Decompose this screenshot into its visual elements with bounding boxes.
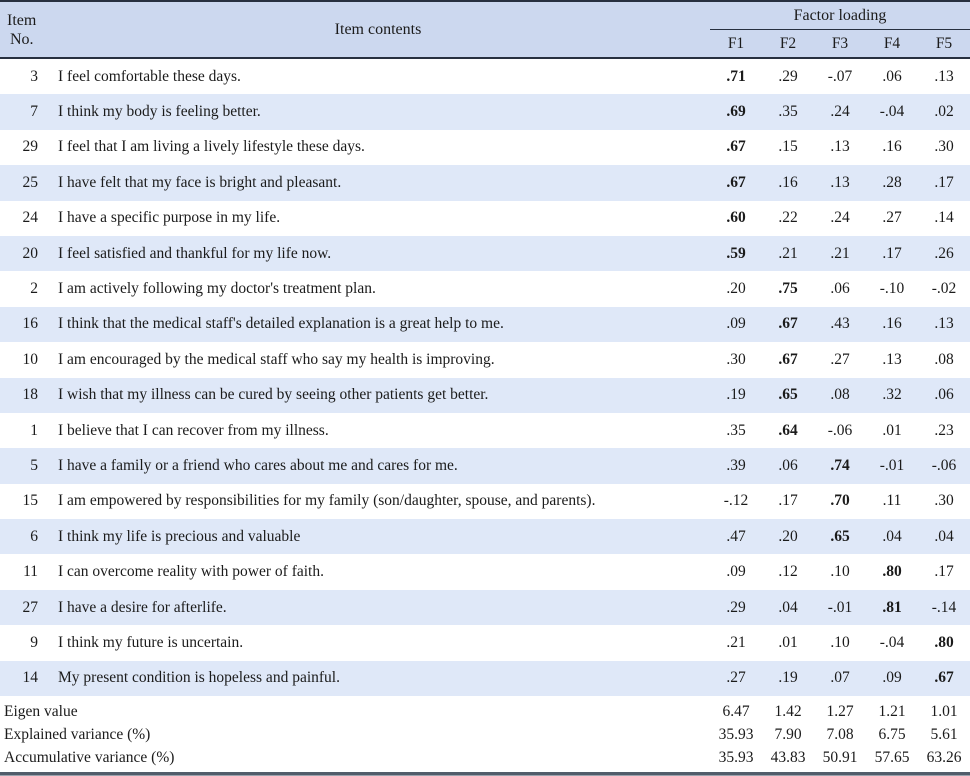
header-factor-loading-group xyxy=(710,2,970,57)
footer-row xyxy=(0,700,970,723)
item-no: 1 xyxy=(30,421,38,439)
footer-label: Eigen value xyxy=(4,702,78,720)
loading-value: .10 xyxy=(830,633,850,651)
item-content: I feel that I am living a lively lifestyle these days. xyxy=(58,138,365,156)
loading-value: .06 xyxy=(830,280,850,298)
loading-value: -.10 xyxy=(879,280,905,298)
item-content: I think that the medical staff's detailed explanation is a great help to me. xyxy=(58,315,504,333)
item-no: 5 xyxy=(30,456,38,474)
table-row xyxy=(0,378,970,413)
footer-value: 35.93 xyxy=(718,725,754,743)
footer-value: 63.26 xyxy=(926,748,962,766)
loading-value: .17 xyxy=(934,563,954,581)
loading-value: .80 xyxy=(882,563,902,581)
item-content: I have a family or a friend who cares about me and cares for me. xyxy=(58,456,458,474)
table-row xyxy=(0,307,970,342)
table-row xyxy=(0,94,970,129)
loading-value: .04 xyxy=(882,527,902,545)
footer-value: 5.61 xyxy=(930,725,958,743)
item-content: My present condition is hopeless and painful. xyxy=(58,669,340,687)
header-f4: F4 xyxy=(883,34,901,52)
loading-value: .17 xyxy=(934,173,954,191)
loading-value: .08 xyxy=(830,386,850,404)
loading-value: .06 xyxy=(934,386,954,404)
loading-value: .80 xyxy=(934,633,954,651)
item-no: 27 xyxy=(22,598,38,616)
loading-value: .04 xyxy=(934,527,954,545)
loading-value: -.06 xyxy=(931,456,957,474)
item-content: I am actively following my doctor's treatment plan. xyxy=(58,280,376,298)
loading-value: .11 xyxy=(882,492,902,510)
item-no: 16 xyxy=(22,315,38,333)
loading-value: .27 xyxy=(882,209,902,227)
loading-value: .30 xyxy=(934,138,954,156)
item-content: I can overcome reality with power of faith. xyxy=(58,563,324,581)
header-item-no-line2: No. xyxy=(10,30,34,48)
item-no: 3 xyxy=(30,67,38,85)
footer-value: 43.83 xyxy=(770,748,806,766)
table-row xyxy=(0,661,970,696)
loading-value: -.06 xyxy=(827,421,853,439)
loading-value: .02 xyxy=(934,103,954,121)
item-no: 6 xyxy=(30,527,38,545)
item-no: 29 xyxy=(22,138,38,156)
loading-value: .19 xyxy=(726,386,746,404)
table-row xyxy=(0,201,970,236)
loading-value: .75 xyxy=(778,280,798,298)
loading-value: .67 xyxy=(778,350,798,368)
loading-value: .01 xyxy=(778,633,798,651)
footer-row xyxy=(0,746,970,769)
loading-value: .70 xyxy=(830,492,850,510)
header-f3: F3 xyxy=(831,34,849,52)
loading-value: -.07 xyxy=(827,67,853,85)
loading-value: -.01 xyxy=(827,598,853,616)
item-content: I have a desire for afterlife. xyxy=(58,598,227,616)
loading-value: -.04 xyxy=(879,103,905,121)
loading-value: -.12 xyxy=(723,492,749,510)
table-row xyxy=(0,590,970,625)
loading-value: .65 xyxy=(830,527,850,545)
loading-value: .17 xyxy=(778,492,798,510)
item-content: I am empowered by responsibilities for my family (son/daughter, spouse, and parents). xyxy=(58,492,596,510)
loading-value: .47 xyxy=(726,527,746,545)
item-no: 7 xyxy=(30,103,38,121)
loading-value: .26 xyxy=(934,244,954,262)
loading-value: .67 xyxy=(934,669,954,687)
loading-value: .13 xyxy=(830,138,850,156)
table-bottom-rule xyxy=(0,772,970,776)
loading-value: .64 xyxy=(778,421,798,439)
header-f1: F1 xyxy=(727,34,745,52)
table-row xyxy=(0,625,970,660)
item-content: I have a specific purpose in my life. xyxy=(58,209,281,227)
loading-value: .19 xyxy=(778,669,798,687)
loading-value: .16 xyxy=(778,173,798,191)
loading-value: .67 xyxy=(726,173,746,191)
table-body xyxy=(0,59,970,696)
footer-value: 1.42 xyxy=(774,702,802,720)
footer-row xyxy=(0,723,970,746)
loading-value: .81 xyxy=(882,598,902,616)
footer-value: 1.01 xyxy=(930,702,958,720)
loading-value: .29 xyxy=(726,598,746,616)
loading-value: .16 xyxy=(882,315,902,333)
table-row xyxy=(0,413,970,448)
item-content: I feel comfortable these days. xyxy=(58,67,241,85)
loading-value: .21 xyxy=(830,244,850,262)
table-footer xyxy=(0,696,970,769)
item-content: I wish that my illness can be cured by seeing other patients get better. xyxy=(58,386,489,404)
item-no: 15 xyxy=(22,492,38,510)
table-row xyxy=(0,484,970,519)
table-row xyxy=(0,342,970,377)
header-factor-loading: Factor loading xyxy=(710,2,970,30)
loading-value: .13 xyxy=(830,173,850,191)
loading-value: .13 xyxy=(934,67,954,85)
footer-value: 6.47 xyxy=(722,702,750,720)
loading-value: .21 xyxy=(726,633,746,651)
loading-value: .16 xyxy=(882,138,902,156)
loading-value: .17 xyxy=(882,244,902,262)
loading-value: .20 xyxy=(778,527,798,545)
item-no: 20 xyxy=(22,244,38,262)
item-no: 10 xyxy=(22,350,38,368)
loading-value: .30 xyxy=(726,350,746,368)
item-no: 9 xyxy=(30,633,38,651)
loading-value: .01 xyxy=(882,421,902,439)
loading-value: .09 xyxy=(726,563,746,581)
item-content: I am encouraged by the medical staff who say my health is improving. xyxy=(58,350,495,368)
item-no: 18 xyxy=(22,386,38,404)
loading-value: .08 xyxy=(934,350,954,368)
loading-value: .06 xyxy=(778,456,798,474)
loading-value: .23 xyxy=(934,421,954,439)
table-row xyxy=(0,59,970,94)
item-no: 2 xyxy=(30,280,38,298)
item-no: 11 xyxy=(23,563,38,581)
loading-value: .65 xyxy=(778,386,798,404)
item-no: 24 xyxy=(22,209,38,227)
table-row xyxy=(0,448,970,483)
loading-value: .24 xyxy=(830,209,850,227)
loading-value: -.04 xyxy=(879,633,905,651)
loading-value: .59 xyxy=(726,244,746,262)
loading-value: .09 xyxy=(882,669,902,687)
loading-value: .12 xyxy=(778,563,798,581)
loading-value: .22 xyxy=(778,209,798,227)
loading-value: .30 xyxy=(934,492,954,510)
loading-value: .04 xyxy=(778,598,798,616)
loading-value: .07 xyxy=(830,669,850,687)
loading-value: .24 xyxy=(830,103,850,121)
loading-value: .13 xyxy=(882,350,902,368)
loading-value: .14 xyxy=(934,209,954,227)
header-item-no-line1: Item xyxy=(7,11,37,29)
loading-value: .43 xyxy=(830,315,850,333)
loading-value: .28 xyxy=(882,173,902,191)
loading-value: -.01 xyxy=(879,456,905,474)
loading-value: .10 xyxy=(830,563,850,581)
footer-value: 35.93 xyxy=(718,748,754,766)
item-content: I feel satisfied and thankful for my life now. xyxy=(58,244,332,262)
footer-label: Explained variance (%) xyxy=(4,725,151,743)
loading-value: .06 xyxy=(882,67,902,85)
item-content: I think my body is feeling better. xyxy=(58,103,261,121)
footer-value: 50.91 xyxy=(822,748,858,766)
footer-value: 1.21 xyxy=(878,702,906,720)
table-row xyxy=(0,130,970,165)
table-row xyxy=(0,271,970,306)
loading-value: .09 xyxy=(726,315,746,333)
table-row xyxy=(0,554,970,589)
item-no: 14 xyxy=(22,669,38,687)
loading-value: .60 xyxy=(726,209,746,227)
header-f2: F2 xyxy=(779,34,797,52)
header-item-contents: Item contents xyxy=(334,20,422,38)
loading-value: .21 xyxy=(778,244,798,262)
footer-value: 57.65 xyxy=(874,748,910,766)
table-header xyxy=(0,0,970,59)
loading-value: .35 xyxy=(778,103,798,121)
loading-value: .27 xyxy=(830,350,850,368)
header-item-no xyxy=(0,2,46,57)
loading-value: .74 xyxy=(830,456,850,474)
loading-value: .32 xyxy=(882,386,902,404)
loading-value: .67 xyxy=(778,315,798,333)
item-content: I think my life is precious and valuable xyxy=(58,527,301,545)
item-content: I have felt that my face is bright and pleasant. xyxy=(58,173,342,191)
loading-value: .27 xyxy=(726,669,746,687)
loading-value: -.02 xyxy=(931,280,957,298)
footer-value: 1.27 xyxy=(826,702,854,720)
loading-value: .35 xyxy=(726,421,746,439)
item-content: I think my future is uncertain. xyxy=(58,633,244,651)
item-no: 25 xyxy=(22,173,38,191)
header-f5: F5 xyxy=(935,34,953,52)
table-row xyxy=(0,236,970,271)
table-row xyxy=(0,519,970,554)
loading-value: .15 xyxy=(778,138,798,156)
header-factor-columns xyxy=(710,30,970,57)
loading-value: .13 xyxy=(934,315,954,333)
loading-value: .71 xyxy=(726,67,746,85)
item-content: I believe that I can recover from my illness. xyxy=(58,421,329,439)
loading-value: .29 xyxy=(778,67,798,85)
loading-value: .39 xyxy=(726,456,746,474)
loading-value: -.14 xyxy=(931,598,957,616)
table-row xyxy=(0,165,970,200)
footer-value: 7.08 xyxy=(826,725,854,743)
footer-label: Accumulative variance (%) xyxy=(4,748,175,766)
loading-value: .20 xyxy=(726,280,746,298)
loading-value: .69 xyxy=(726,103,746,121)
footer-value: 6.75 xyxy=(878,725,906,743)
loading-value: .67 xyxy=(726,138,746,156)
footer-value: 7.90 xyxy=(774,725,802,743)
